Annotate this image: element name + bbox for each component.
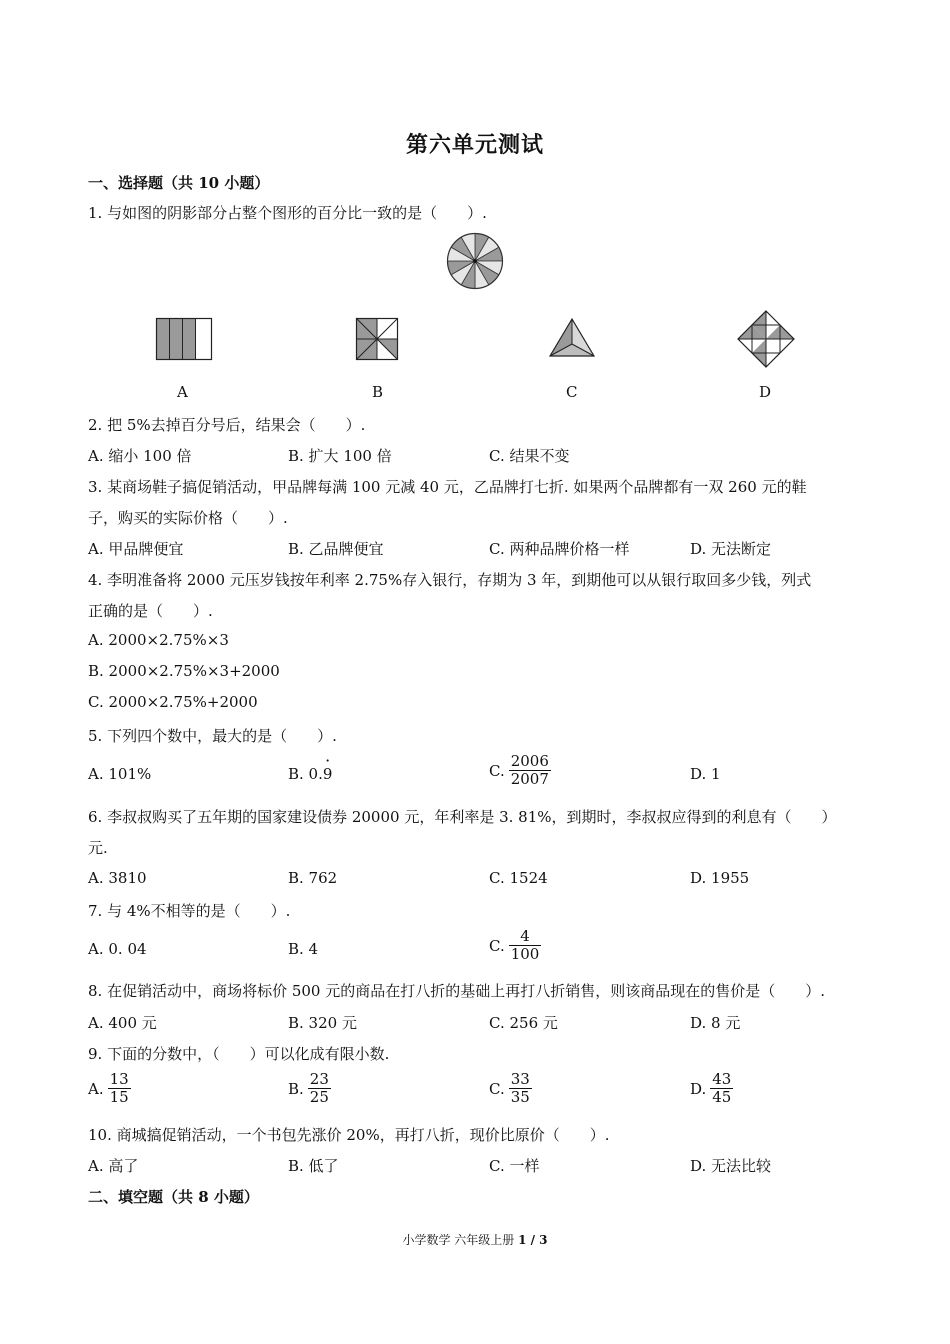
diamond-divided-icon	[737, 310, 795, 368]
q9-option-a	[88, 1071, 131, 1107]
question-6-line-2: 元.	[88, 839, 108, 857]
q6-option-c: C. 1524	[489, 869, 548, 887]
q9-option-a-prefix: A.	[88, 1079, 104, 1098]
question-4-line-1: 4. 李明准备将 2000 元压岁钱按年利率 2.75%存入银行，存期为 3 年，到期他可以从银行取回多少钱，列式	[88, 571, 812, 589]
numerator: 43	[712, 1070, 732, 1088]
q9-option-b-prefix: B.	[288, 1079, 304, 1098]
q5-option-d: D. 1	[690, 765, 721, 783]
numerator: 33	[510, 1070, 530, 1088]
q9-option-c	[489, 1071, 532, 1107]
q5-option-b	[288, 765, 332, 783]
denominator: 45	[712, 1088, 732, 1107]
q6-option-a: A. 3810	[88, 869, 147, 887]
question-1: 1. 与如图的阴影部分占整个图形的百分比一致的是（ ）.	[88, 204, 487, 222]
q10-option-d: D. 无法比较	[690, 1157, 772, 1175]
q3-option-c: C. 两种品牌价格一样	[489, 540, 630, 558]
q4-option-c: C. 2000×2.75%+2000	[88, 693, 258, 711]
denominator: 35	[510, 1088, 530, 1107]
question-10: 10. 商城搞促销活动，一个书包先涨价 20%，再打八折，现价比原价（ ）.	[88, 1126, 610, 1144]
question-2: 2. 把 5%去掉百分号后，结果会（ ）.	[88, 416, 366, 434]
page-footer	[0, 1231, 950, 1248]
q5-option-c	[489, 753, 551, 789]
fraction	[509, 928, 542, 964]
q10-option-a: A. 高了	[88, 1157, 139, 1175]
numerator: 2006	[510, 752, 549, 770]
figure-label-c: C	[566, 383, 578, 401]
question-9: 9. 下面的分数中，（ ）可以化成有限小数.	[88, 1045, 390, 1063]
q9-option-d	[690, 1071, 733, 1107]
q4-option-b: B. 2000×2.75%×3+2000	[88, 662, 280, 680]
repeating-digit: · 9	[323, 765, 333, 783]
q5-option-a: A. 101%	[88, 765, 152, 783]
figure-label-b: B	[372, 383, 384, 401]
q8-option-a: A. 400 元	[88, 1014, 157, 1032]
figure-label-d: D	[759, 383, 772, 401]
denominator: 15	[109, 1088, 129, 1107]
question-6-line-1: 6. 李叔叔购买了五年期的国家建设债券 20000 元，年利率是 3. 81%，到期时，李叔叔应得到的利息有（ ）	[88, 808, 837, 826]
q2-option-a: A. 缩小 100 倍	[88, 447, 192, 465]
q3-option-a: A. 甲品牌便宜	[88, 540, 184, 558]
question-5: 5. 下列四个数中，最大的是（ ）.	[88, 727, 337, 745]
q5-option-c-prefix: C.	[489, 761, 505, 780]
question-3-line-1: 3. 某商场鞋子搞促销活动，甲品牌每满 100 元减 40 元，乙品牌打七折. 如果两个品牌都有一双 260 元的鞋	[88, 478, 807, 496]
question-8: 8. 在促销活动中，商场将标价 500 元的商品在打八折的基础上再打八折销售，则该商品现在的售价是（ ）.	[88, 982, 826, 1000]
q3-option-d: D. 无法断定	[690, 540, 772, 558]
q7-option-a: A. 0. 04	[88, 940, 147, 958]
section-heading-fill: 二、填空题（共 8 小题）	[88, 1188, 259, 1206]
circle-12-sectors-icon	[446, 232, 504, 290]
q8-option-d: D. 8 元	[690, 1014, 741, 1032]
q8-option-c: C. 256 元	[489, 1014, 558, 1032]
rectangle-strips-icon	[156, 318, 212, 360]
fraction	[308, 1071, 331, 1107]
section-heading-choice: 一、选择题（共 10 小题）	[88, 174, 270, 192]
q3-option-b: B. 乙品牌便宜	[288, 540, 384, 558]
numerator: 4	[509, 928, 542, 946]
fraction	[509, 1071, 532, 1107]
q8-option-b: B. 320 元	[288, 1014, 357, 1032]
numerator: 23	[309, 1070, 329, 1088]
q10-option-c: C. 一样	[489, 1157, 540, 1175]
q6-option-d: D. 1955	[690, 869, 750, 887]
q9-option-d-prefix: D.	[690, 1079, 707, 1098]
question-7: 7. 与 4%不相等的是（ ）.	[88, 902, 291, 920]
q10-option-b: B. 低了	[288, 1157, 339, 1175]
figure-label-a: A	[177, 383, 188, 401]
denominator: 25	[309, 1088, 329, 1107]
q7-option-c-prefix: C.	[489, 936, 505, 955]
fraction	[710, 1071, 733, 1107]
q4-option-a: A. 2000×2.75%×3	[88, 631, 229, 649]
q9-option-b	[288, 1071, 331, 1107]
numerator: 13	[109, 1070, 129, 1088]
fraction	[509, 753, 551, 789]
fraction	[108, 1071, 131, 1107]
page-title: 第六单元测试	[405, 132, 544, 158]
square-triangles-icon	[356, 318, 398, 360]
q7-option-b: B. 4	[288, 940, 319, 958]
q2-option-b: B. 扩大 100 倍	[288, 447, 392, 465]
page-number: 1 / 3	[518, 1233, 548, 1247]
q9-option-c-prefix: C.	[489, 1079, 505, 1098]
q6-option-b: B. 762	[288, 869, 338, 887]
footer-subject: 小学数学 六年级上册	[402, 1233, 519, 1247]
q2-option-c: C. 结果不变	[489, 447, 570, 465]
question-4-line-2: 正确的是（ ）.	[88, 602, 213, 620]
q7-option-c	[489, 928, 541, 964]
q5-option-b-prefix: B. 0.	[288, 765, 323, 783]
question-3-line-2: 子，购买的实际价格（ ）.	[88, 509, 288, 527]
denominator: 100	[510, 945, 540, 964]
denominator: 2007	[510, 770, 549, 789]
triangle-divided-icon	[549, 318, 595, 358]
